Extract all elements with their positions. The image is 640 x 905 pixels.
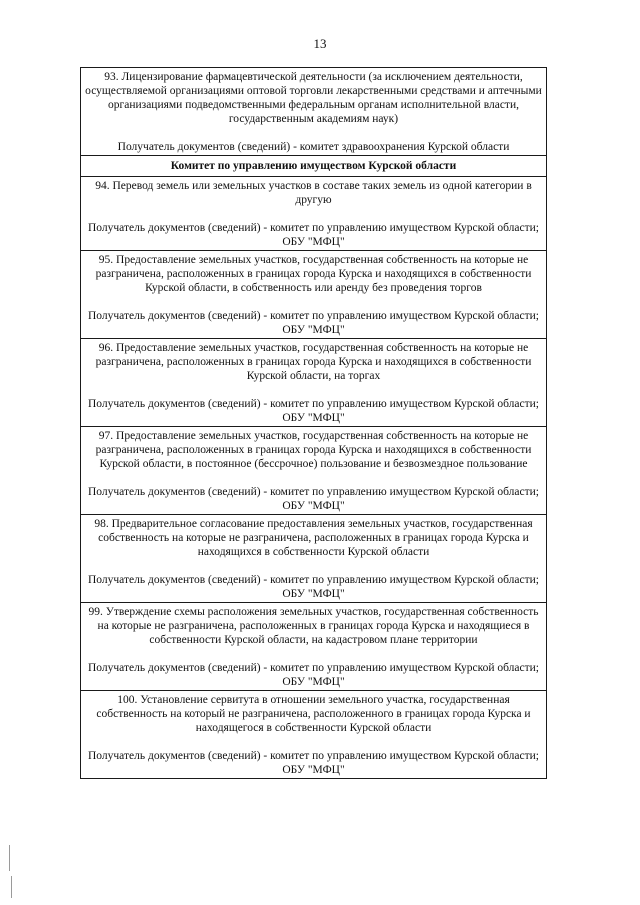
entry-cell <box>81 427 547 515</box>
entry-spacer <box>85 383 542 397</box>
entry-title: 94. Перевод земель или земельных участков в составе таких земель из одной категории в другую <box>95 180 532 206</box>
entry-recipient: Получатель документов (сведений) - комитет по управлению имуществом Курской области; ОБУ "МФЦ" <box>88 398 539 424</box>
entry-cell <box>81 515 547 603</box>
table-row <box>81 68 547 156</box>
entry-recipient: Получатель документов (сведений) - комитет по управлению имуществом Курской области; ОБУ "МФЦ" <box>88 310 539 336</box>
entry-cell <box>81 339 547 427</box>
entry-recipient: Получатель документов (сведений) - комитет по управлению имуществом Курской области; ОБУ "МФЦ" <box>88 486 539 512</box>
entry-recipient: Получатель документов (сведений) - комитет по управлению имуществом Курской области; ОБУ "МФЦ" <box>88 222 539 248</box>
services-table <box>80 67 547 779</box>
entry-title: 96. Предоставление земельных участков, государственная собственность на которые не разграничена, расположенных в границах города Курска и находящихся в собственности Курской области, на торгах <box>95 342 532 382</box>
table-row <box>81 177 547 251</box>
scan-margin-mark <box>11 876 12 898</box>
table-row <box>81 691 547 779</box>
entry-title: 98. Предварительное согласование предоставления земельных участков, государственная собственность на которые не разграничена, расположенных в границах города Курска и находящихся в собственности Курской области <box>94 518 533 558</box>
entry-spacer <box>85 647 542 661</box>
table-row <box>81 251 547 339</box>
entry-title: 93. Лицензирование фармацевтической деятельности (за исключением деятельности, осуществляемой организациями оптовой торговли лекарственными средствами и аптечными организациями подведомственными федеральным органам исполнительной власти, государственным академиям наук) <box>85 71 542 125</box>
entry-recipient: Получатель документов (сведений) - комитет здравоохранения Курской области <box>117 141 510 153</box>
entry-recipient: Получатель документов (сведений) - комитет по управлению имуществом Курской области; ОБУ "МФЦ" <box>88 662 539 688</box>
table-row <box>81 339 547 427</box>
entry-cell <box>81 251 547 339</box>
entry-title: 97. Предоставление земельных участков, государственная собственность на которые не разграничена, расположенных в границах города Курска и находящихся в собственности Курской области, в постоянное (бессрочное) пользование и безвозмездное пользование <box>95 430 532 470</box>
entry-spacer <box>85 207 542 221</box>
entry-title: 100. Установление сервитута в отношении земельного участка, государственная собственность на который не разграничена, расположенного в границах города Курска и находящегося в собственности Курской области <box>96 694 531 734</box>
table-row <box>81 603 547 691</box>
entry-cell <box>81 603 547 691</box>
entry-spacer <box>85 471 542 485</box>
entry-spacer <box>85 295 542 309</box>
entry-recipient: Получатель документов (сведений) - комитет по управлению имуществом Курской области; ОБУ "МФЦ" <box>88 750 539 776</box>
entry-cell <box>81 177 547 251</box>
table-row <box>81 427 547 515</box>
entry-cell <box>81 691 547 779</box>
entry-recipient: Получатель документов (сведений) - комитет по управлению имуществом Курской области; ОБУ "МФЦ" <box>88 574 539 600</box>
table-row <box>81 515 547 603</box>
scan-margin-mark <box>9 845 10 871</box>
page-number: 13 <box>313 36 327 51</box>
entry-spacer <box>85 735 542 749</box>
section-header-row <box>81 156 547 177</box>
entry-spacer <box>85 126 542 140</box>
entry-cell <box>81 68 547 156</box>
entry-title: 99. Утверждение схемы расположения земельных участков, государственная собственность на которые не разграничена, расположенных в границах города Курска и находящиеся в собственности Курской области, на кадастровом плане территории <box>88 606 539 646</box>
entry-title: 95. Предоставление земельных участков, государственная собственность на которые не разграничена, расположенных в границах города Курска и находящихся в собственности Курской области, в собственность или аренду без проведения торгов <box>95 254 532 294</box>
entry-spacer <box>85 559 542 573</box>
section-header: Комитет по управлению имуществом Курской области <box>81 156 547 177</box>
